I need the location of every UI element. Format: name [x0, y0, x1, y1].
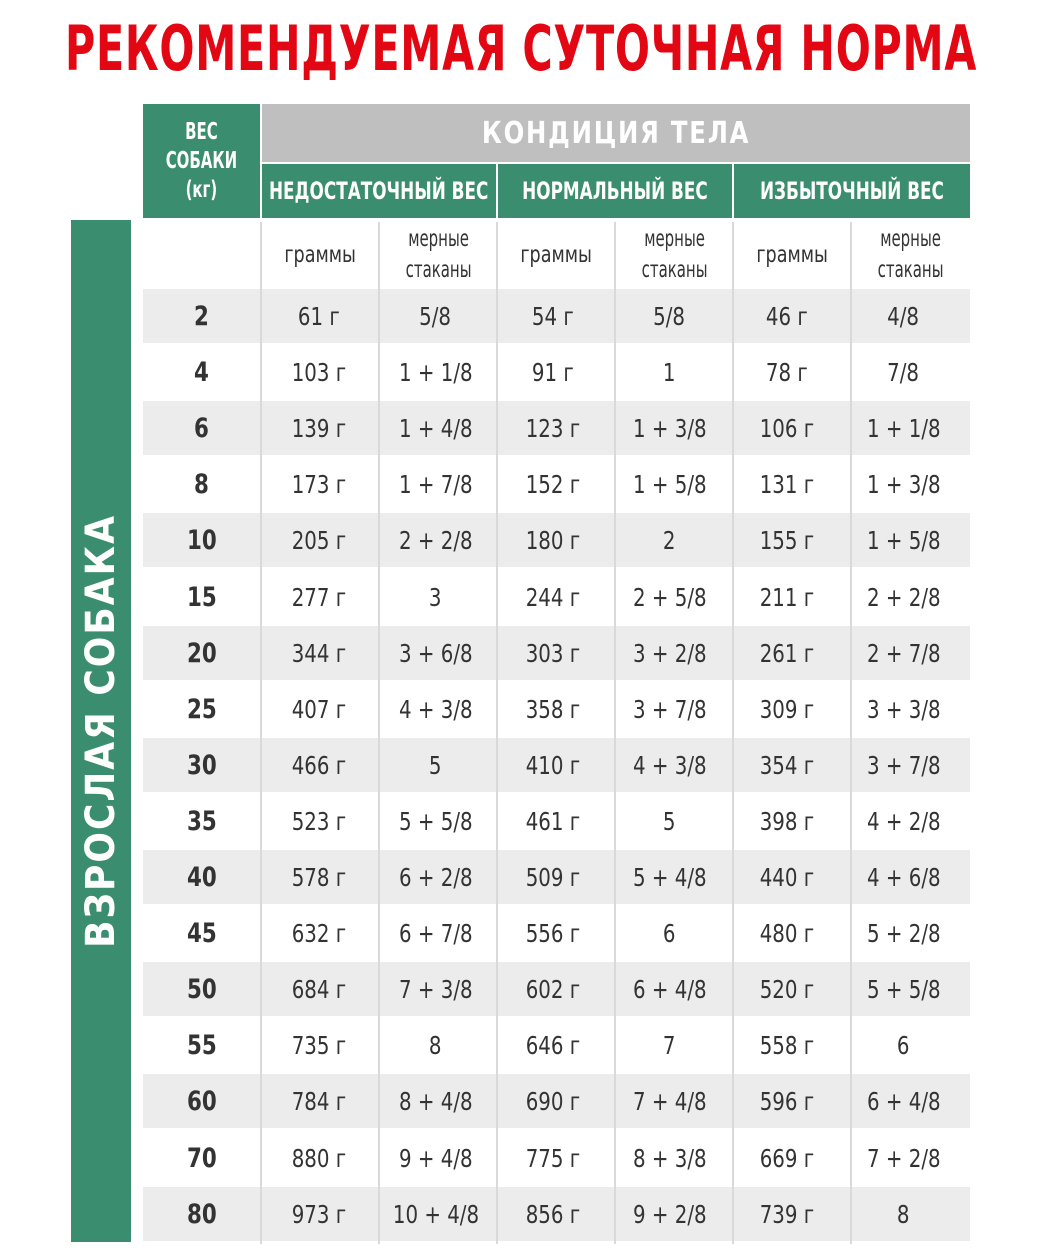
grams-cell: 309 г	[759, 694, 814, 724]
table-row	[143, 1018, 970, 1072]
table-row	[143, 457, 970, 511]
header-dog-weight	[143, 104, 260, 218]
header-group-label: НОРМАЛЬНЫЙ ВЕС	[522, 177, 708, 205]
cups-cell: 7 + 2/8	[866, 1143, 941, 1173]
side-label-text: ВЗРОСЛАЯ СОБАКА	[78, 514, 124, 948]
weight-cell: 40	[186, 861, 217, 893]
grams-cell: 103 г	[291, 357, 346, 387]
cups-cell: 1 + 1/8	[866, 413, 941, 443]
grams-cell: 856 г	[525, 1199, 580, 1229]
header-weight-line-1: ВЕС	[185, 118, 218, 145]
table-row	[143, 1187, 970, 1241]
weight-cell: 35	[186, 805, 217, 837]
table-row	[143, 682, 970, 736]
grams-cell: 139 г	[291, 413, 346, 443]
cups-cell: 9 + 2/8	[632, 1199, 707, 1229]
subheader-grams: граммы	[520, 241, 593, 268]
cups-cell: 6	[897, 1030, 910, 1060]
grams-cell: 244 г	[525, 582, 580, 612]
grams-cell: 578 г	[291, 862, 346, 892]
grams-cell: 602 г	[525, 974, 580, 1004]
header-group-overweight	[734, 164, 970, 218]
table-row	[143, 570, 970, 624]
subheader-cups: мерные стаканы	[878, 226, 944, 283]
cups-cell: 7 + 4/8	[632, 1086, 707, 1116]
table-row	[143, 289, 970, 343]
cups-cell: 5 + 2/8	[866, 918, 941, 948]
grams-cell: 523 г	[291, 806, 346, 836]
cups-cell: 7/8	[887, 357, 920, 387]
header-group-label: НЕДОСТАТОЧНЫЙ ВЕС	[269, 177, 489, 205]
weight-cell: 80	[186, 1198, 217, 1230]
grams-cell: 520 г	[759, 974, 814, 1004]
table-row	[143, 1131, 970, 1185]
grams-cell: 775 г	[525, 1143, 580, 1173]
grams-cell: 123 г	[525, 413, 580, 443]
grams-cell: 880 г	[291, 1143, 346, 1173]
grams-cell: 440 г	[759, 862, 814, 892]
weight-cell: 10	[186, 524, 217, 556]
cups-cell: 5	[429, 750, 442, 780]
cups-cell: 5/8	[653, 301, 686, 331]
cups-cell: 3 + 7/8	[866, 750, 941, 780]
table-row	[143, 513, 970, 567]
side-label-adult-dog	[71, 220, 131, 1242]
table-row	[143, 962, 970, 1016]
table-row	[143, 401, 970, 455]
cups-cell: 4 + 6/8	[866, 862, 941, 892]
grams-cell: 632 г	[291, 918, 346, 948]
weight-cell: 2	[194, 300, 209, 332]
grams-cell: 556 г	[525, 918, 580, 948]
cups-cell: 7 + 3/8	[398, 974, 473, 1004]
grams-cell: 407 г	[291, 694, 346, 724]
weight-cell: 45	[186, 917, 217, 949]
grams-cell: 669 г	[759, 1143, 814, 1173]
grams-cell: 358 г	[525, 694, 580, 724]
header-weight-line-2: СОБАКИ	[165, 147, 238, 174]
weight-cell: 8	[194, 468, 209, 500]
cups-cell: 6 + 2/8	[398, 862, 473, 892]
grams-cell: 596 г	[759, 1086, 814, 1116]
cups-cell: 8 + 3/8	[632, 1143, 707, 1173]
weight-cell: 55	[186, 1029, 217, 1061]
cups-cell: 1 + 3/8	[866, 469, 941, 499]
weight-cell: 15	[186, 581, 217, 613]
weight-cell: 4	[194, 356, 209, 388]
cups-cell: 2 + 2/8	[866, 582, 941, 612]
grams-cell: 398 г	[759, 806, 814, 836]
grams-cell: 152 г	[525, 469, 580, 499]
subheader-cups: мерные стаканы	[641, 226, 708, 283]
cups-cell: 5/8	[419, 301, 452, 331]
weight-cell: 25	[186, 693, 217, 725]
column-divider	[732, 222, 734, 1244]
cups-cell: 1 + 7/8	[398, 469, 473, 499]
grams-cell: 261 г	[759, 638, 814, 668]
cups-cell: 4 + 3/8	[398, 694, 473, 724]
grams-cell: 180 г	[525, 525, 580, 555]
cups-cell: 1 + 4/8	[398, 413, 473, 443]
cups-cell: 4 + 3/8	[632, 750, 707, 780]
cups-cell: 8	[429, 1030, 442, 1060]
header-body-condition	[262, 104, 970, 162]
table-row	[143, 794, 970, 848]
header-weight-line-3: (кг)	[185, 176, 218, 203]
table-row	[143, 345, 970, 399]
weight-cell: 50	[186, 973, 217, 1005]
cups-cell: 6 + 4/8	[866, 1086, 941, 1116]
table-row	[143, 906, 970, 960]
cups-cell: 2	[663, 525, 676, 555]
grams-cell: 480 г	[759, 918, 814, 948]
grams-cell: 739 г	[759, 1199, 814, 1229]
grams-cell: 303 г	[525, 638, 580, 668]
cups-cell: 6	[663, 918, 676, 948]
cups-cell: 2 + 5/8	[632, 582, 707, 612]
grams-cell: 466 г	[291, 750, 346, 780]
header-group-label: ИЗБЫТОЧНЫЙ ВЕС	[760, 177, 944, 205]
cups-cell: 5	[663, 806, 676, 836]
weight-cell: 6	[194, 412, 209, 444]
cups-cell: 7	[663, 1030, 676, 1060]
column-divider	[260, 222, 262, 1244]
cups-cell: 5 + 4/8	[632, 862, 707, 892]
cups-cell: 1 + 5/8	[632, 469, 707, 499]
cups-cell: 1	[663, 357, 676, 387]
grams-cell: 558 г	[759, 1030, 814, 1060]
grams-cell: 46 г	[765, 301, 808, 331]
cups-cell: 6 + 7/8	[398, 918, 473, 948]
grams-cell: 78 г	[765, 357, 808, 387]
cups-cell: 9 + 4/8	[398, 1143, 473, 1173]
grams-cell: 91 г	[531, 357, 574, 387]
weight-cell: 20	[186, 637, 217, 669]
weight-cell: 30	[186, 749, 217, 781]
cups-cell: 3	[429, 582, 442, 612]
page-title: РЕКОМЕНДУЕМАЯ СУТОЧНАЯ НОРМА	[64, 11, 978, 85]
grams-cell: 106 г	[759, 413, 814, 443]
table-row	[143, 1074, 970, 1128]
weight-cell: 60	[186, 1085, 217, 1117]
grams-cell: 735 г	[291, 1030, 346, 1060]
subheader-grams: граммы	[756, 241, 829, 268]
grams-cell: 410 г	[525, 750, 580, 780]
column-divider	[614, 222, 616, 1244]
table-row	[143, 626, 970, 680]
grams-cell: 344 г	[291, 638, 346, 668]
cups-cell: 10 + 4/8	[392, 1199, 479, 1229]
cups-cell: 4/8	[887, 301, 920, 331]
grams-cell: 690 г	[525, 1086, 580, 1116]
cups-cell: 2 + 7/8	[866, 638, 941, 668]
cups-cell: 3 + 3/8	[866, 694, 941, 724]
grams-cell: 211 г	[759, 582, 814, 612]
grams-cell: 646 г	[525, 1030, 580, 1060]
header-body-condition-label: КОНДИЦИЯ ТЕЛА	[481, 115, 751, 151]
grams-cell: 61 г	[297, 301, 340, 331]
subheader-cups: мерные стаканы	[405, 226, 472, 283]
header-group-normal	[498, 164, 732, 218]
column-divider	[378, 222, 380, 1244]
grams-cell: 54 г	[531, 301, 574, 331]
column-divider	[850, 222, 852, 1244]
grams-cell: 205 г	[291, 525, 346, 555]
header-group-underweight	[262, 164, 496, 218]
cups-cell: 6 + 4/8	[632, 974, 707, 1004]
cups-cell: 1 + 5/8	[866, 525, 941, 555]
table-row	[143, 738, 970, 792]
cups-cell: 4 + 2/8	[866, 806, 941, 836]
cups-cell: 8 + 4/8	[398, 1086, 473, 1116]
cups-cell: 5 + 5/8	[398, 806, 473, 836]
column-divider	[496, 222, 498, 1244]
grams-cell: 155 г	[759, 525, 814, 555]
grams-cell: 684 г	[291, 974, 346, 1004]
grams-cell: 131 г	[759, 469, 814, 499]
grams-cell: 973 г	[291, 1199, 346, 1229]
subheader-grams: граммы	[284, 241, 357, 268]
cups-cell: 8	[897, 1199, 910, 1229]
cups-cell: 1 + 1/8	[398, 357, 473, 387]
grams-cell: 277 г	[291, 582, 346, 612]
cups-cell: 3 + 7/8	[632, 694, 707, 724]
cups-cell: 3 + 6/8	[398, 638, 473, 668]
grams-cell: 173 г	[291, 469, 346, 499]
cups-cell: 3 + 2/8	[632, 638, 707, 668]
weight-cell: 70	[186, 1142, 217, 1174]
grams-cell: 784 г	[291, 1086, 346, 1116]
grams-cell: 461 г	[525, 806, 580, 836]
table-row	[143, 850, 970, 904]
cups-cell: 1 + 3/8	[632, 413, 707, 443]
cups-cell: 5 + 5/8	[866, 974, 941, 1004]
grams-cell: 354 г	[759, 750, 814, 780]
cups-cell: 2 + 2/8	[398, 525, 473, 555]
grams-cell: 509 г	[525, 862, 580, 892]
